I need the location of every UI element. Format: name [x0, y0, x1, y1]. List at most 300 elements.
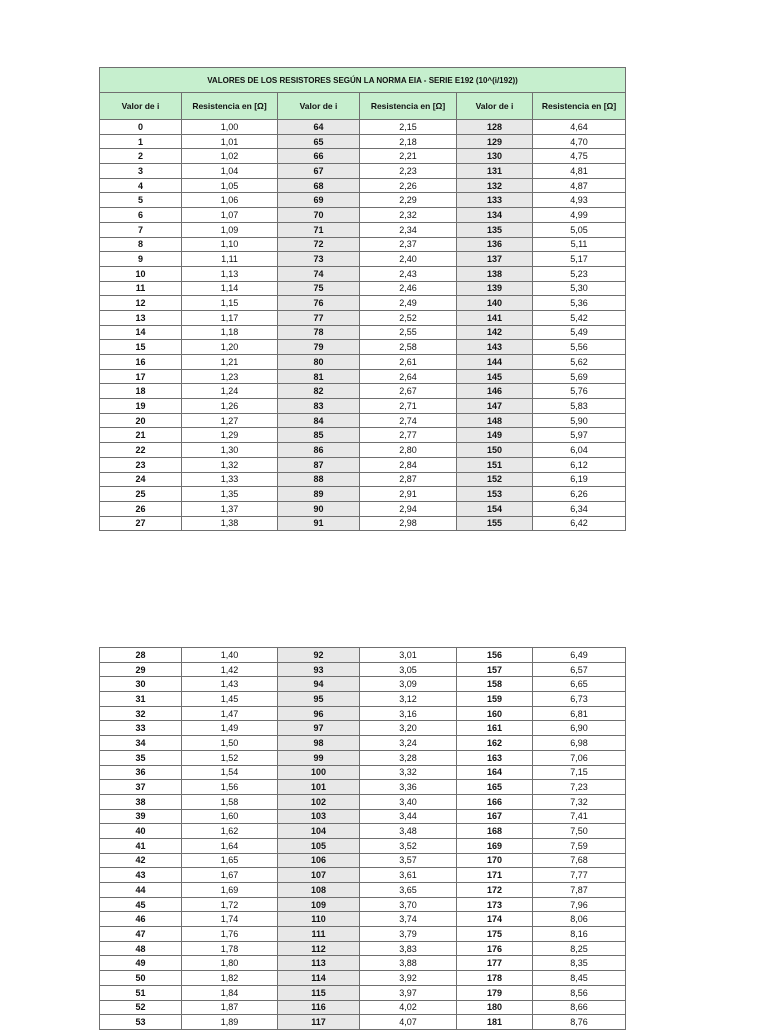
- resistance-cell: 1,72: [182, 897, 278, 912]
- index-cell: 146: [457, 384, 533, 399]
- resistance-cell: 7,23: [533, 780, 626, 795]
- index-cell: 135: [457, 222, 533, 237]
- index-cell: 16: [100, 355, 182, 370]
- index-cell: 137: [457, 252, 533, 267]
- resistance-cell: 3,65: [360, 883, 457, 898]
- table-row: [100, 1000, 626, 1015]
- index-cell: 18: [100, 384, 182, 399]
- index-cell: 74: [278, 266, 360, 281]
- resistance-cell: 4,87: [533, 178, 626, 193]
- index-cell: 83: [278, 399, 360, 414]
- resistance-cell: 6,90: [533, 721, 626, 736]
- index-cell: 43: [100, 868, 182, 883]
- resistance-cell: 1,32: [182, 457, 278, 472]
- resistance-cell: 1,84: [182, 985, 278, 1000]
- table-row: [100, 237, 626, 252]
- index-cell: 67: [278, 164, 360, 179]
- index-cell: 115: [278, 985, 360, 1000]
- resistance-cell: 5,23: [533, 266, 626, 281]
- resistance-cell: 1,67: [182, 868, 278, 883]
- resistance-cell: 1,76: [182, 927, 278, 942]
- resistance-cell: 2,37: [360, 237, 457, 252]
- table-row: [100, 897, 626, 912]
- resistance-cell: 8,25: [533, 941, 626, 956]
- index-cell: 32: [100, 706, 182, 721]
- index-cell: 176: [457, 941, 533, 956]
- index-cell: 64: [278, 120, 360, 135]
- resistance-cell: 3,74: [360, 912, 457, 927]
- resistance-cell: 1,62: [182, 824, 278, 839]
- index-cell: 138: [457, 266, 533, 281]
- resistance-cell: 6,04: [533, 443, 626, 458]
- index-cell: 36: [100, 765, 182, 780]
- index-cell: 49: [100, 956, 182, 971]
- index-cell: 130: [457, 149, 533, 164]
- index-cell: 111: [278, 927, 360, 942]
- index-cell: 42: [100, 853, 182, 868]
- index-cell: 107: [278, 868, 360, 883]
- index-cell: 12: [100, 296, 182, 311]
- index-cell: 180: [457, 1000, 533, 1015]
- index-cell: 108: [278, 883, 360, 898]
- resistance-cell: 5,76: [533, 384, 626, 399]
- resistance-cell: 3,88: [360, 956, 457, 971]
- resistance-cell: 2,23: [360, 164, 457, 179]
- table-row: [100, 384, 626, 399]
- resistance-cell: 2,34: [360, 222, 457, 237]
- resistance-cell: 4,81: [533, 164, 626, 179]
- resistance-cell: 1,26: [182, 399, 278, 414]
- index-cell: 24: [100, 472, 182, 487]
- header-index-2: Valor de i: [278, 93, 360, 120]
- resistance-cell: 3,12: [360, 692, 457, 707]
- index-cell: 27: [100, 516, 182, 531]
- index-cell: 28: [100, 648, 182, 663]
- index-cell: 94: [278, 677, 360, 692]
- table-row: [100, 736, 626, 751]
- resistance-cell: 5,90: [533, 413, 626, 428]
- index-cell: 134: [457, 208, 533, 223]
- index-cell: 97: [278, 721, 360, 736]
- resistance-cell: 8,56: [533, 985, 626, 1000]
- table-row: [100, 883, 626, 898]
- resistance-cell: 3,16: [360, 706, 457, 721]
- resistance-cell: 7,77: [533, 868, 626, 883]
- index-cell: 147: [457, 399, 533, 414]
- resistance-cell: 5,30: [533, 281, 626, 296]
- index-cell: 109: [278, 897, 360, 912]
- index-cell: 84: [278, 413, 360, 428]
- index-cell: 22: [100, 443, 182, 458]
- index-cell: 88: [278, 472, 360, 487]
- resistance-cell: 7,50: [533, 824, 626, 839]
- index-cell: 79: [278, 340, 360, 355]
- index-cell: 151: [457, 457, 533, 472]
- index-cell: 85: [278, 428, 360, 443]
- index-cell: 141: [457, 310, 533, 325]
- index-cell: 98: [278, 736, 360, 751]
- table-row: [100, 134, 626, 149]
- resistance-cell: 5,49: [533, 325, 626, 340]
- index-cell: 102: [278, 794, 360, 809]
- index-cell: 69: [278, 193, 360, 208]
- index-cell: 9: [100, 252, 182, 267]
- index-cell: 149: [457, 428, 533, 443]
- resistance-cell: 7,96: [533, 897, 626, 912]
- index-cell: 114: [278, 971, 360, 986]
- index-cell: 129: [457, 134, 533, 149]
- resistance-cell: 2,49: [360, 296, 457, 311]
- resistance-cell: 3,44: [360, 809, 457, 824]
- table-row: [100, 472, 626, 487]
- index-cell: 31: [100, 692, 182, 707]
- resistance-cell: 1,69: [182, 883, 278, 898]
- resistance-cell: 1,50: [182, 736, 278, 751]
- resistance-cell: 1,04: [182, 164, 278, 179]
- table-row: [100, 222, 626, 237]
- table-row: [100, 677, 626, 692]
- index-cell: 167: [457, 809, 533, 824]
- resistance-cell: 3,70: [360, 897, 457, 912]
- resistance-cell: 3,05: [360, 662, 457, 677]
- resistance-cell: 1,78: [182, 941, 278, 956]
- resistance-cell: 6,42: [533, 516, 626, 531]
- index-cell: 181: [457, 1015, 533, 1030]
- index-cell: 11: [100, 281, 182, 296]
- index-cell: 17: [100, 369, 182, 384]
- resistance-cell: 1,17: [182, 310, 278, 325]
- table-row: [100, 355, 626, 370]
- index-cell: 112: [278, 941, 360, 956]
- index-cell: 30: [100, 677, 182, 692]
- table-row: [100, 692, 626, 707]
- index-cell: 164: [457, 765, 533, 780]
- table-row: [100, 794, 626, 809]
- table-row: [100, 648, 626, 663]
- resistance-cell: 1,09: [182, 222, 278, 237]
- resistance-cell: 3,79: [360, 927, 457, 942]
- index-cell: 171: [457, 868, 533, 883]
- index-cell: 41: [100, 838, 182, 853]
- table-row: [100, 941, 626, 956]
- resistance-cell: 8,76: [533, 1015, 626, 1030]
- index-cell: 29: [100, 662, 182, 677]
- resistance-cell: 6,98: [533, 736, 626, 751]
- index-cell: 76: [278, 296, 360, 311]
- index-cell: 87: [278, 457, 360, 472]
- header-resistance-1: Resistencia en [Ω]: [182, 93, 278, 120]
- resistance-cell: 2,43: [360, 266, 457, 281]
- resistance-cell: 3,32: [360, 765, 457, 780]
- resistance-cell: 5,17: [533, 252, 626, 267]
- resistance-cell: 1,18: [182, 325, 278, 340]
- index-cell: 162: [457, 736, 533, 751]
- resistance-cell: 1,15: [182, 296, 278, 311]
- index-cell: 152: [457, 472, 533, 487]
- resistance-cell: 3,20: [360, 721, 457, 736]
- resistance-cell: 6,34: [533, 501, 626, 516]
- index-cell: 70: [278, 208, 360, 223]
- index-cell: 153: [457, 487, 533, 502]
- index-cell: 148: [457, 413, 533, 428]
- index-cell: 158: [457, 677, 533, 692]
- table-row: [100, 487, 626, 502]
- index-cell: 44: [100, 883, 182, 898]
- resistance-cell: 5,36: [533, 296, 626, 311]
- resistance-cell: 2,98: [360, 516, 457, 531]
- resistance-cell: 1,43: [182, 677, 278, 692]
- table-row: [100, 369, 626, 384]
- index-cell: 143: [457, 340, 533, 355]
- index-cell: 163: [457, 750, 533, 765]
- index-cell: 65: [278, 134, 360, 149]
- resistance-cell: 8,45: [533, 971, 626, 986]
- index-cell: 90: [278, 501, 360, 516]
- index-cell: 39: [100, 809, 182, 824]
- index-cell: 154: [457, 501, 533, 516]
- resistance-cell: 3,48: [360, 824, 457, 839]
- table-row: [100, 927, 626, 942]
- index-cell: 133: [457, 193, 533, 208]
- resistance-cell: 7,06: [533, 750, 626, 765]
- index-cell: 45: [100, 897, 182, 912]
- resistance-cell: 5,05: [533, 222, 626, 237]
- resistance-cell: 1,60: [182, 809, 278, 824]
- resistance-cell: 7,68: [533, 853, 626, 868]
- index-cell: 155: [457, 516, 533, 531]
- index-cell: 77: [278, 310, 360, 325]
- index-cell: 100: [278, 765, 360, 780]
- resistance-cell: 7,15: [533, 765, 626, 780]
- resistance-cell: 3,28: [360, 750, 457, 765]
- index-cell: 13: [100, 310, 182, 325]
- resistance-cell: 1,49: [182, 721, 278, 736]
- resistance-cell: 3,52: [360, 838, 457, 853]
- index-cell: 51: [100, 985, 182, 1000]
- header-index-3: Valor de i: [457, 93, 533, 120]
- resistance-cell: 3,01: [360, 648, 457, 663]
- index-cell: 71: [278, 222, 360, 237]
- table-row: [100, 824, 626, 839]
- resistance-cell: 6,12: [533, 457, 626, 472]
- index-cell: 128: [457, 120, 533, 135]
- resistance-cell: 2,58: [360, 340, 457, 355]
- resistance-cell: 2,64: [360, 369, 457, 384]
- resistance-cell: 1,64: [182, 838, 278, 853]
- index-cell: 169: [457, 838, 533, 853]
- resistance-cell: 3,83: [360, 941, 457, 956]
- index-cell: 103: [278, 809, 360, 824]
- index-cell: 82: [278, 384, 360, 399]
- header-resistance-2: Resistencia en [Ω]: [360, 93, 457, 120]
- resistance-cell: 4,99: [533, 208, 626, 223]
- resistance-cell: 1,02: [182, 149, 278, 164]
- resistance-cell: 1,37: [182, 501, 278, 516]
- resistance-cell: 6,73: [533, 692, 626, 707]
- resistance-cell: 1,06: [182, 193, 278, 208]
- table-row: [100, 325, 626, 340]
- resistance-cell: 4,64: [533, 120, 626, 135]
- resistance-cell: 1,89: [182, 1015, 278, 1030]
- index-cell: 33: [100, 721, 182, 736]
- resistance-cell: 8,35: [533, 956, 626, 971]
- table-row: [100, 120, 626, 135]
- resistance-cell: 2,29: [360, 193, 457, 208]
- index-cell: 179: [457, 985, 533, 1000]
- index-cell: 35: [100, 750, 182, 765]
- index-cell: 170: [457, 853, 533, 868]
- resistance-cell: 3,36: [360, 780, 457, 795]
- table-row: [100, 193, 626, 208]
- table-row: [100, 516, 626, 531]
- table-row: [100, 340, 626, 355]
- table-row: [100, 178, 626, 193]
- resistance-cell: 3,57: [360, 853, 457, 868]
- table-row: [100, 164, 626, 179]
- index-cell: 38: [100, 794, 182, 809]
- resistance-cell: 1,40: [182, 648, 278, 663]
- resistance-cell: 2,71: [360, 399, 457, 414]
- resistance-cell: 8,06: [533, 912, 626, 927]
- resistance-cell: 6,49: [533, 648, 626, 663]
- index-cell: 78: [278, 325, 360, 340]
- resistance-cell: 2,32: [360, 208, 457, 223]
- resistance-cell: 5,62: [533, 355, 626, 370]
- resistance-cell: 6,81: [533, 706, 626, 721]
- index-cell: 2: [100, 149, 182, 164]
- index-cell: 37: [100, 780, 182, 795]
- resistance-cell: 1,52: [182, 750, 278, 765]
- table-row: [100, 780, 626, 795]
- table-row: [100, 457, 626, 472]
- index-cell: 144: [457, 355, 533, 370]
- table-row: [100, 1015, 626, 1030]
- index-cell: 25: [100, 487, 182, 502]
- index-cell: 96: [278, 706, 360, 721]
- index-cell: 6: [100, 208, 182, 223]
- resistance-cell: 1,07: [182, 208, 278, 223]
- resistance-cell: 4,07: [360, 1015, 457, 1030]
- index-cell: 93: [278, 662, 360, 677]
- index-cell: 177: [457, 956, 533, 971]
- index-cell: 73: [278, 252, 360, 267]
- index-cell: 117: [278, 1015, 360, 1030]
- resistance-cell: 3,92: [360, 971, 457, 986]
- index-cell: 21: [100, 428, 182, 443]
- index-cell: 139: [457, 281, 533, 296]
- index-cell: 14: [100, 325, 182, 340]
- index-cell: 5: [100, 193, 182, 208]
- table-row: [100, 971, 626, 986]
- resistance-cell: 2,26: [360, 178, 457, 193]
- resistance-cell: 1,00: [182, 120, 278, 135]
- resistance-cell: 4,02: [360, 1000, 457, 1015]
- index-cell: 156: [457, 648, 533, 663]
- table-row: [100, 956, 626, 971]
- table-row: [100, 721, 626, 736]
- resistance-cell: 7,41: [533, 809, 626, 824]
- index-cell: 172: [457, 883, 533, 898]
- table-row: [100, 868, 626, 883]
- resistance-cell: 3,24: [360, 736, 457, 751]
- index-cell: 113: [278, 956, 360, 971]
- resistance-cell: 4,70: [533, 134, 626, 149]
- resistance-cell: 1,80: [182, 956, 278, 971]
- resistance-cell: 6,57: [533, 662, 626, 677]
- resistance-cell: 1,29: [182, 428, 278, 443]
- index-cell: 99: [278, 750, 360, 765]
- index-cell: 34: [100, 736, 182, 751]
- table-row: [100, 266, 626, 281]
- table-row: [100, 853, 626, 868]
- resistance-cell: 2,15: [360, 120, 457, 135]
- resistance-cell: 3,09: [360, 677, 457, 692]
- resistance-cell: 7,87: [533, 883, 626, 898]
- index-cell: 168: [457, 824, 533, 839]
- table-row: [100, 296, 626, 311]
- resistance-cell: 2,18: [360, 134, 457, 149]
- table-row: [100, 501, 626, 516]
- resistance-cell: 2,77: [360, 428, 457, 443]
- resistance-cell: 6,65: [533, 677, 626, 692]
- resistance-cell: 3,97: [360, 985, 457, 1000]
- index-cell: 1: [100, 134, 182, 149]
- header-resistance-3: Resistencia en [Ω]: [533, 93, 626, 120]
- index-cell: 23: [100, 457, 182, 472]
- index-cell: 160: [457, 706, 533, 721]
- table-row: [100, 838, 626, 853]
- index-cell: 15: [100, 340, 182, 355]
- resistance-cell: 1,10: [182, 237, 278, 252]
- index-cell: 91: [278, 516, 360, 531]
- resistance-cell: 1,13: [182, 266, 278, 281]
- index-cell: 19: [100, 399, 182, 414]
- resistance-cell: 2,94: [360, 501, 457, 516]
- index-cell: 4: [100, 178, 182, 193]
- index-cell: 3: [100, 164, 182, 179]
- resistance-cell: 5,83: [533, 399, 626, 414]
- index-cell: 131: [457, 164, 533, 179]
- resistance-cell: 1,27: [182, 413, 278, 428]
- resistance-cell: 1,54: [182, 765, 278, 780]
- index-cell: 66: [278, 149, 360, 164]
- resistance-cell: 1,58: [182, 794, 278, 809]
- resistance-cell: 7,32: [533, 794, 626, 809]
- index-cell: 10: [100, 266, 182, 281]
- resistance-cell: 1,33: [182, 472, 278, 487]
- resistor-table-page-2: [99, 647, 626, 1030]
- resistance-cell: 2,46: [360, 281, 457, 296]
- index-cell: 136: [457, 237, 533, 252]
- index-cell: 166: [457, 794, 533, 809]
- resistance-cell: 3,40: [360, 794, 457, 809]
- resistance-cell: 1,65: [182, 853, 278, 868]
- index-cell: 95: [278, 692, 360, 707]
- resistance-cell: 1,14: [182, 281, 278, 296]
- resistance-cell: 2,84: [360, 457, 457, 472]
- resistance-cell: 5,42: [533, 310, 626, 325]
- table-row: [100, 985, 626, 1000]
- resistance-cell: 8,66: [533, 1000, 626, 1015]
- resistance-cell: 4,93: [533, 193, 626, 208]
- index-cell: 26: [100, 501, 182, 516]
- index-cell: 145: [457, 369, 533, 384]
- index-cell: 92: [278, 648, 360, 663]
- table-row: [100, 399, 626, 414]
- index-cell: 132: [457, 178, 533, 193]
- resistance-cell: 1,87: [182, 1000, 278, 1015]
- resistance-cell: 1,24: [182, 384, 278, 399]
